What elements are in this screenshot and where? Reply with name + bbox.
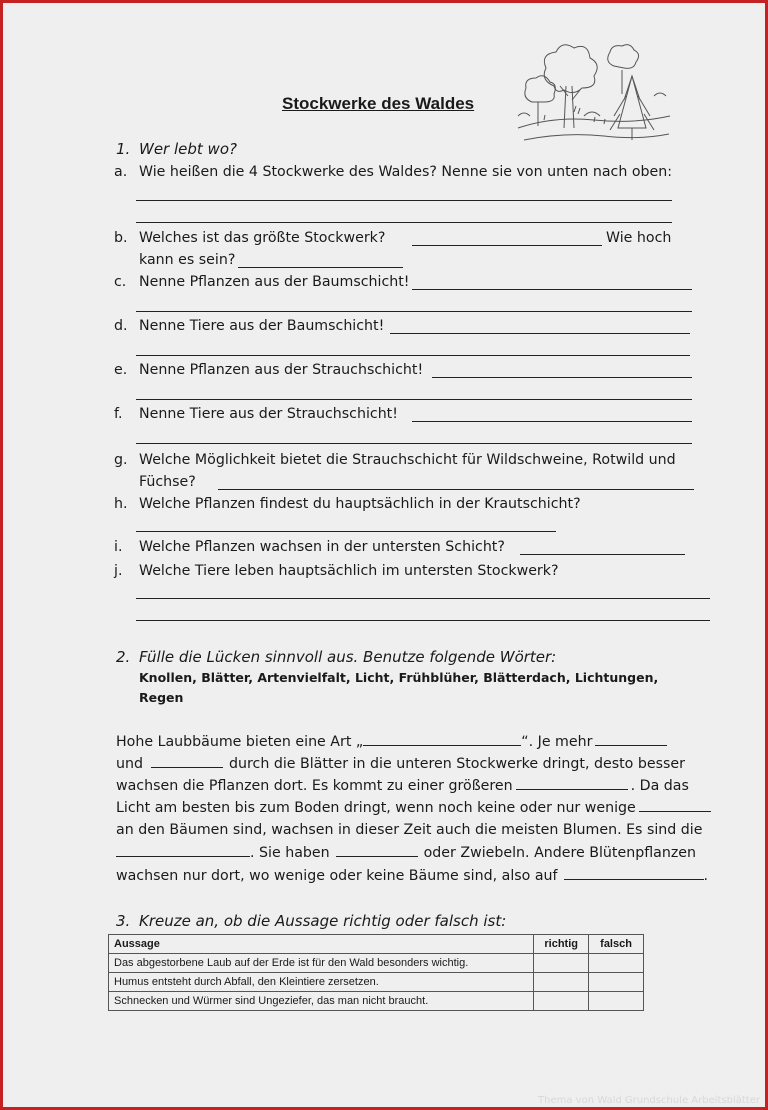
word-bank-line2: Regen [139,690,184,705]
cloze-text: . Da das [630,778,689,794]
cloze-line [116,776,689,796]
statement-cell: Schnecken und Würmer sind Ungeziefer, das man nicht braucht. [109,992,534,1011]
cloze-text: oder Zwiebeln. Andere Blütenpflanzen [423,845,696,861]
true-false-table [108,934,644,1011]
statement-cell: Humus entsteht durch Abfall, den Kleintiere zersetzen. [109,973,534,992]
falsch-checkbox-cell[interactable] [589,954,644,973]
cloze-text: “. Je mehr [521,734,593,750]
blank[interactable] [151,754,223,768]
cloze-line [116,866,708,886]
cloze-text: wachsen nur dort, wo wenige oder keine Bäume sind, also auf [116,868,558,884]
answer-line[interactable] [136,311,692,312]
item-h-question: Welche Pflanzen findest du hauptsächlich in der Krautschicht? [139,496,581,512]
item-j-question: Welche Tiere leben hauptsächlich im untersten Stockwerk? [139,563,559,579]
table-row [109,954,644,973]
answer-line[interactable] [136,531,556,532]
cloze-text: wachsen die Pflanzen dort. Es kommt zu einer größeren [116,778,513,794]
section2-heading: Fülle die Lücken sinnvoll aus. Benutze folgende Wörter: [139,648,557,666]
statement-cell: Das abgestorbene Laub auf der Erde ist für den Wald besonders wichtig. [109,954,534,973]
cloze-text: durch die Blätter in die unteren Stockwerke dringt, desto besser [229,756,685,772]
table-header-row [109,935,644,954]
item-i-question: Welche Pflanzen wachsen in der untersten Schicht? [139,539,505,555]
item-f-question: Nenne Tiere aus der Strauchschicht! [139,406,398,422]
item-g-question: Welche Möglichkeit bietet die Strauchschicht für Wildschweine, Rotwild und [139,452,676,468]
cloze-line: an den Bäumen sind, wachsen in dieser Zeit auch die meisten Blumen. Es sind die [116,822,703,838]
item-j-letter: j. [114,563,123,579]
answer-line[interactable] [390,333,690,334]
answer-line[interactable] [432,377,692,378]
item-b-question-cont: Wie hoch [606,230,672,246]
column-header: falsch [589,935,644,954]
cloze-text: und [116,756,143,772]
forest-illustration [514,36,674,154]
item-e-question: Nenne Pflanzen aus der Strauchschicht! [139,362,424,378]
answer-line[interactable] [136,620,710,621]
answer-line[interactable] [136,598,710,599]
falsch-checkbox-cell[interactable] [589,973,644,992]
blank[interactable] [595,732,667,746]
column-header: richtig [534,935,589,954]
item-a-letter: a. [114,164,128,180]
cloze-text: Licht am besten bis zum Boden dringt, wenn noch keine oder nur wenige [116,800,636,816]
item-e-letter: e. [114,362,128,378]
cloze-line [116,754,685,774]
section2-number: 2. [116,648,131,666]
answer-line[interactable] [412,245,602,246]
item-h-letter: h. [114,496,128,512]
answer-line[interactable] [412,289,692,290]
item-g-question-cont: Füchse? [139,474,196,490]
answer-line[interactable] [412,421,692,422]
blank[interactable] [116,843,250,857]
cloze-text: Hohe Laubbäume bieten eine Art „ [116,734,364,750]
item-a-question: Wie heißen die 4 Stockwerke des Waldes? Nenne sie von unten nach oben: [139,164,673,180]
answer-line[interactable] [136,443,692,444]
answer-line[interactable] [238,267,403,268]
item-i-letter: i. [114,539,123,555]
answer-line[interactable] [136,222,672,223]
section1-heading: Wer lebt wo? [139,140,237,158]
item-b-letter: b. [114,230,128,246]
falsch-checkbox-cell[interactable] [589,992,644,1011]
cloze-text: . [703,868,709,884]
richtig-checkbox-cell[interactable] [534,992,589,1011]
answer-line[interactable] [136,399,692,400]
item-c-question: Nenne Pflanzen aus der Baumschicht! [139,274,410,290]
cloze-line [116,732,670,752]
richtig-checkbox-cell[interactable] [534,973,589,992]
blank[interactable] [336,843,418,857]
cloze-line [116,843,696,863]
watermark: Thema von Wald Grundschule Arbeitsblätter [538,1095,760,1106]
blank[interactable] [516,776,628,790]
blank[interactable] [639,798,711,812]
item-d-question: Nenne Tiere aus der Baumschicht! [139,318,385,334]
answer-line[interactable] [136,355,690,356]
page-title: Stockwerke des Waldes [282,94,475,113]
table-row [109,992,644,1011]
item-g-letter: g. [114,452,128,468]
word-bank-line1: Knollen, Blätter, Artenvielfalt, Licht, Frühblüher, Blätterdach, Lichtungen, [139,670,659,685]
section1-number: 1. [116,140,131,158]
answer-line[interactable] [520,554,685,555]
cloze-text: . Sie haben [250,845,330,861]
section3-heading: Kreuze an, ob die Aussage richtig oder falsch ist: [139,912,507,930]
richtig-checkbox-cell[interactable] [534,954,589,973]
blank[interactable] [564,866,704,880]
column-header: Aussage [109,935,534,954]
item-f-letter: f. [114,406,123,422]
item-d-letter: d. [114,318,128,334]
answer-line[interactable] [218,489,694,490]
item-b-question-cont2: kann es sein? [139,252,236,268]
cloze-line [116,798,714,818]
blank[interactable] [363,732,521,746]
item-b-question: Welches ist das größte Stockwerk? [139,230,386,246]
section3-number: 3. [116,912,131,930]
table-row [109,973,644,992]
answer-line[interactable] [136,200,672,201]
item-c-letter: c. [114,274,127,290]
